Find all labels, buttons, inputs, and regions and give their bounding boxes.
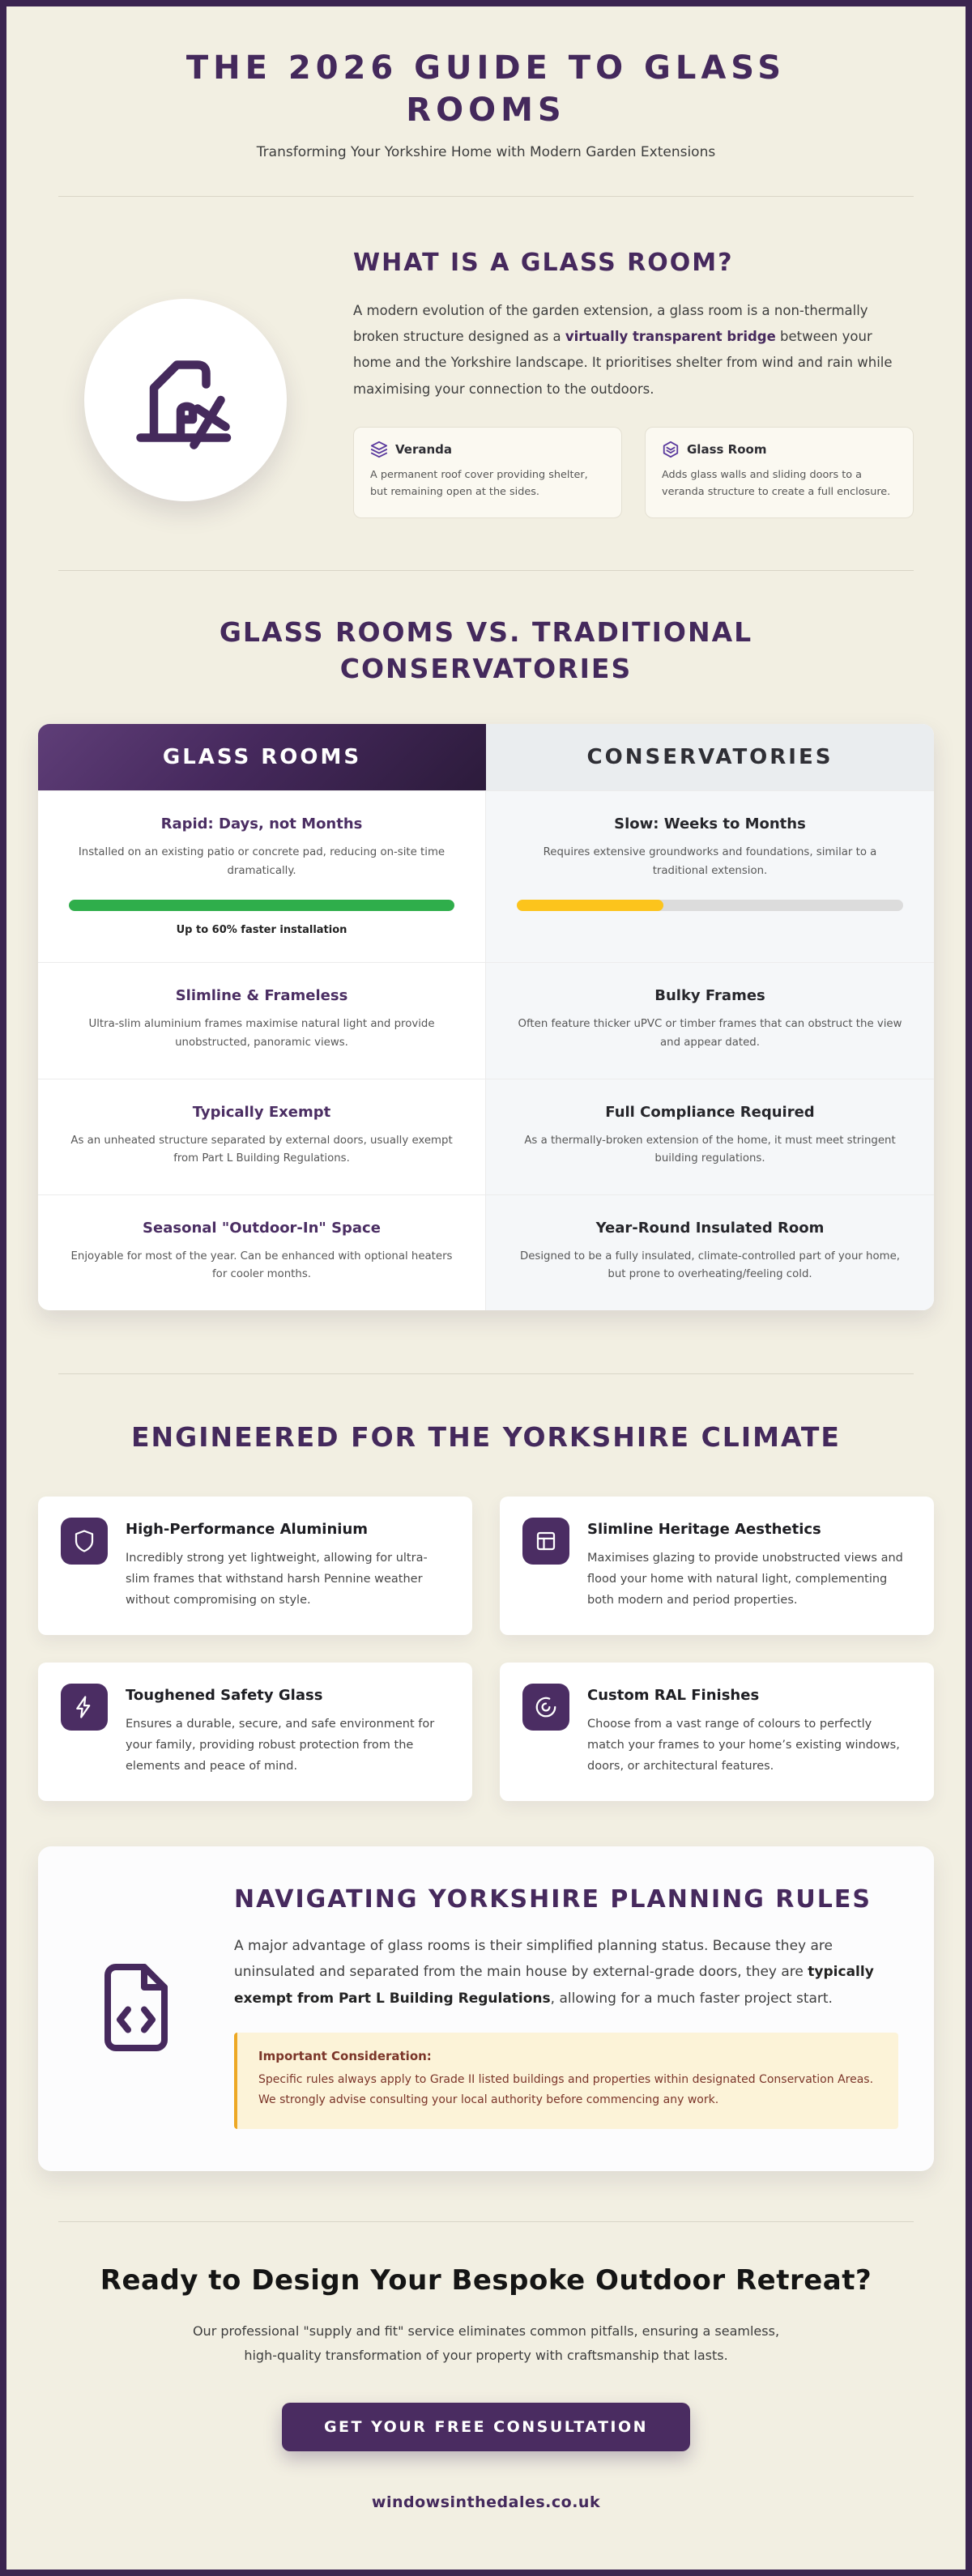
planning-content <box>234 1885 898 2129</box>
hero-header <box>6 6 966 160</box>
cell-title: Typically Exempt <box>192 1103 331 1121</box>
shield-icon <box>61 1518 108 1565</box>
what-is-text-before: A modern evolution of the garden extension, a glass room is a non-thermally broken structure designed as a <box>353 303 868 345</box>
feature-title: Custom RAL Finishes <box>587 1686 760 1704</box>
feature-card-safety-glass <box>38 1663 472 1801</box>
climate-heading: ENGINEERED FOR THE YORKSHIRE CLIMATE <box>131 1421 841 1454</box>
window-grid-icon <box>522 1518 569 1565</box>
cell-body: Ultra-slim aluminium frames maximise natural light and provide unobstructed, panoramic views. <box>88 1018 435 1050</box>
glass-room-card <box>645 427 914 519</box>
page-title: THE 2026 GUIDE TO GLASS ROOMS <box>185 49 787 129</box>
feature-body: Ensures a durable, secure, and safe environment for your family, providing robust protection from the elements and peace of mind. <box>126 1717 435 1773</box>
table-row <box>38 1194 934 1310</box>
glass-rooms-cell <box>38 1079 486 1194</box>
feature-title: Slimline Heritage Aesthetics <box>587 1520 821 1538</box>
speed-bar-conservatories <box>517 900 903 911</box>
column-header-glass-rooms: GLASS ROOMS <box>38 724 486 790</box>
cell-title: Bulky Frames <box>654 987 765 1005</box>
glass-rooms-cell <box>38 1195 486 1310</box>
glass-room-illustration-circle <box>84 299 287 501</box>
document-code-icon <box>83 1947 189 2068</box>
planning-section <box>6 1846 966 2171</box>
table-row <box>38 1079 934 1194</box>
important-consideration-callout <box>234 2033 898 2129</box>
free-consultation-button[interactable]: GET YOUR FREE CONSULTATION <box>282 2403 690 2451</box>
planning-heading: NAVIGATING YORKSHIRE PLANNING RULES <box>234 1885 872 1914</box>
comparison-header-row <box>38 724 934 790</box>
conservatories-cell <box>486 791 934 962</box>
climate-section <box>6 1420 966 1801</box>
cell-body: Requires extensive groundworks and foundations, similar to a traditional extension. <box>543 846 877 877</box>
planning-paragraph <box>234 1933 898 2012</box>
what-is-paragraph <box>353 298 914 402</box>
speed-bar-glass-rooms <box>69 900 454 911</box>
site-domain-link[interactable]: windowsinthedales.co.uk <box>371 2493 601 2512</box>
climate-cards <box>38 1497 934 1802</box>
conservatories-cell <box>486 963 934 1078</box>
package-icon <box>662 441 680 458</box>
planning-card <box>38 1846 934 2171</box>
callout-title: Important Consideration: <box>258 2049 432 2064</box>
layers-icon <box>370 441 388 458</box>
what-is-heading: WHAT IS A GLASS ROOM? <box>353 249 734 277</box>
cell-title: Slimline & Frameless <box>175 987 348 1005</box>
column-header-conservatories: CONSERVATORIES <box>486 724 934 790</box>
page-subtitle: Transforming Your Yorkshire Home with Modern Garden Extensions <box>256 144 716 160</box>
cell-body: Designed to be a fully insulated, climate-controlled part of your home, but prone to overheating/feeling cold. <box>520 1250 900 1281</box>
speed-bar-fill-amber <box>517 900 663 911</box>
table-row <box>38 962 934 1078</box>
feature-body: Choose from a vast range of colours to perfectly match your frames to your home’s existing windows, doors, or architectural features. <box>587 1717 900 1773</box>
feature-card-aluminium <box>38 1497 472 1635</box>
feature-title: High-Performance Aluminium <box>126 1520 369 1538</box>
cta-heading: Ready to Design Your Bespoke Outdoor Retreat? <box>100 2264 872 2297</box>
cell-title: Year-Round Insulated Room <box>595 1219 825 1237</box>
conservatories-cell <box>486 1079 934 1194</box>
glass-room-line-illustration-icon <box>125 339 246 461</box>
cell-body: Enjoyable for most of the year. Can be enhanced with optional heaters for cooler months. <box>70 1250 453 1281</box>
cell-title: Seasonal "Outdoor-In" Space <box>143 1219 381 1237</box>
callout-body: Specific rules always apply to Grade II listed buildings and properties within designated Conservation Areas. We strongly advise consulting your local authority before commencing any work. <box>258 2073 874 2106</box>
planning-text-before: A major advantage of glass rooms is their simplified planning status. Because they are uninsulated and separated from the main house by external-grade doors, they are <box>234 1938 833 1981</box>
cell-title: Rapid: Days, not Months <box>160 815 363 833</box>
what-is-text-bold: virtually transparent bridge <box>565 329 776 345</box>
table-row <box>38 790 934 962</box>
cell-body: Often feature thicker uPVC or timber frames that can obstruct the view and appear dated. <box>518 1018 902 1050</box>
feature-body: Incredibly strong yet lightweight, allowing for ultra-slim frames that withstand harsh Pennine weather without compromising on style. <box>126 1551 428 1607</box>
feature-card-ral-finishes <box>500 1663 934 1801</box>
comparison-table <box>38 724 934 1310</box>
conservatories-cell <box>486 1195 934 1310</box>
what-is-text-after: between your home and the Yorkshire landscape. It prioritises shelter from wind and rain while maximising your connection to the outdoors. <box>353 329 893 397</box>
cell-body: As an unheated structure separated by external doors, usually exempt from Part L Building Regulations. <box>70 1134 453 1165</box>
cell-body: Installed on an existing patio or concrete pad, reducing on-site time dramatically. <box>78 846 446 877</box>
glass-rooms-cell <box>38 791 486 962</box>
glass-room-card-title: Glass Room <box>687 441 767 457</box>
cell-body: As a thermally-broken extension of the home, it must meet stringent building regulations. <box>524 1134 896 1165</box>
veranda-card <box>353 427 622 519</box>
what-is-content <box>353 244 914 518</box>
planning-text-bold: typically exempt from Part L Building Regulations <box>234 1964 874 2007</box>
feature-card-aesthetics <box>500 1497 934 1635</box>
speed-bar-caption: Up to 60% faster installation <box>176 924 347 937</box>
veranda-card-title: Veranda <box>395 441 453 457</box>
cta-body: Our professional "supply and fit" service eliminates common pitfalls, ensuring a seamless, high-quality transformation of your property with craftsmanship that lasts. <box>192 2323 780 2363</box>
bolt-icon <box>61 1684 108 1731</box>
section-divider <box>58 570 914 571</box>
cta-footer <box>6 2222 966 2558</box>
feature-title: Toughened Safety Glass <box>126 1686 323 1704</box>
swirl-icon <box>522 1684 569 1731</box>
cell-title: Full Compliance Required <box>605 1103 815 1121</box>
definition-cards <box>353 427 914 519</box>
cell-title: Slow: Weeks to Months <box>614 815 806 833</box>
comparison-heading: GLASS ROOMS VS. TRADITIONAL CONSERVATORIES <box>219 616 753 684</box>
veranda-card-body: A permanent roof cover providing shelter, but remaining open at the sides. <box>370 468 588 499</box>
glass-room-card-body: Adds glass walls and sliding doors to a veranda structure to create a full enclosure. <box>662 468 891 499</box>
section-divider <box>58 1373 914 1374</box>
what-is-section <box>6 197 966 518</box>
planning-text-after: , allowing for a much faster project start. <box>550 1990 833 2007</box>
comparison-section <box>6 615 966 1310</box>
feature-body: Maximises glazing to provide unobstructed views and flood your home with natural light, complementing both modern and period properties. <box>587 1551 903 1607</box>
glass-rooms-cell <box>38 963 486 1078</box>
speed-bar-fill-green <box>69 900 454 911</box>
